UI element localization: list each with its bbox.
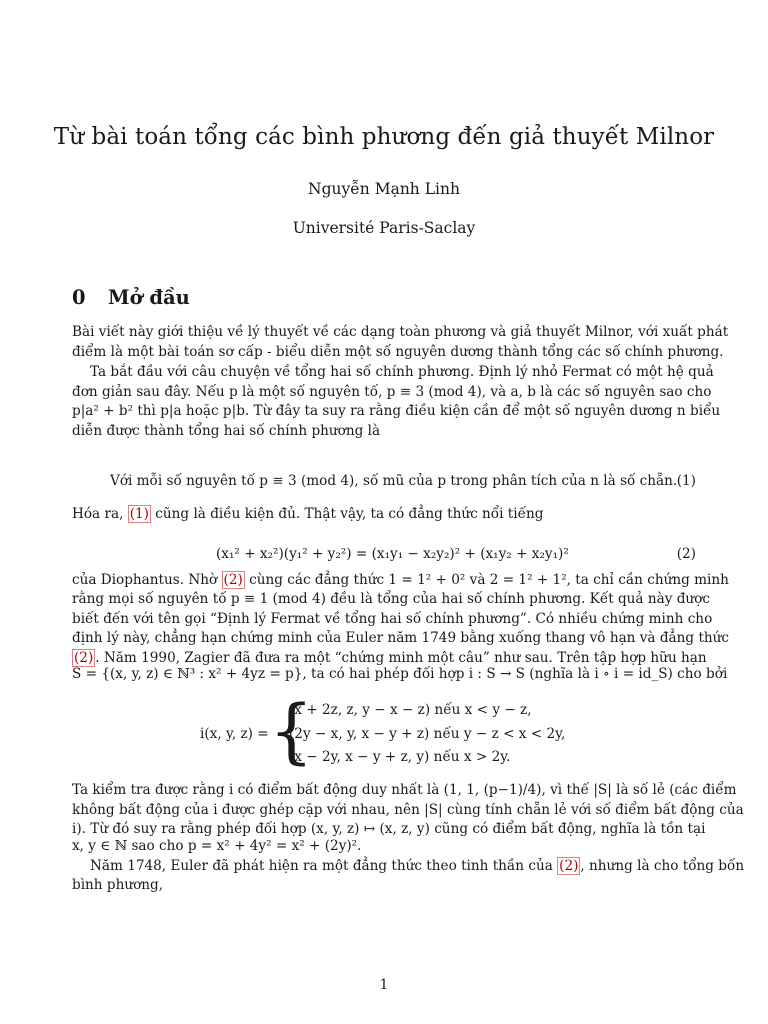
author-affiliation: Université Paris-Saclay bbox=[292, 219, 476, 237]
paper-title: Từ bài toán tổng các bình phương đến giả thuyết Milnor bbox=[53, 124, 715, 150]
paragraph-line: diễn được thành tổng hai số chính phương là bbox=[72, 423, 381, 439]
paragraph-line: điểm là một bài toán sơ cấp - biểu diễn một số nguyên dương thành tổng các số chính phương. bbox=[72, 344, 724, 360]
section-number: 0 bbox=[72, 286, 86, 309]
section-heading bbox=[72, 286, 190, 309]
paragraph-line: bình phương, bbox=[72, 877, 164, 893]
paragraph-line: Ta kiểm tra được rằng i có điểm bất động duy nhất là (1, 1, (p−1)/4), vì thế |S| là số lẻ (các điểm bbox=[72, 782, 737, 798]
paragraph-line: Hóa ra, (1) cũng là điều kiện đủ. Thật vậy, ta có đẳng thức nổi tiếng bbox=[72, 506, 544, 522]
paragraph-line: Ta bắt đầu với câu chuyện về tổng hai số chính phương. Định lý nhỏ Fermat có một hệ quả bbox=[90, 364, 714, 380]
paragraph-line: rằng mọi số nguyên tố p ≡ 1 (mod 4) đều là tổng của hai số chính phương. Kết quả này được bbox=[72, 591, 710, 607]
equation-1: Với mỗi số nguyên tố p ≡ 3 (mod 4), số mũ của p trong phân tích của n là số chẵn. bbox=[110, 473, 678, 489]
paragraph-line: không bất động của i được ghép cặp với nhau, nên |S| cùng tính chẵn lẻ với số điểm bất động của bbox=[72, 802, 744, 818]
author-name: Nguyễn Mạnh Linh bbox=[308, 180, 460, 198]
paragraph-line: S = {(x, y, z) ∈ ℕ³ : x² + 4yz = p}, ta có hai phép đối hợp i : S → S (nghĩa là i ∘ i = id_S) cho bởi bbox=[72, 666, 728, 682]
case-line-2: (2y − x, y, x − y + z) nếu y − z < x < 2y, bbox=[289, 726, 566, 742]
paragraph-line: biết đến với tên gọi “Định lý Fermat về tổng hai số chính phương”. Có nhiều chứng minh cho bbox=[72, 611, 713, 627]
equation-ref-link[interactable]: (1) bbox=[129, 506, 149, 522]
case-line-1: (x + 2z, z, y − x − z) nếu x < y − z, bbox=[289, 702, 532, 718]
paragraph-line: (2) . Năm 1990, Zagier đã đưa ra một “chứng minh một câu” như sau. Trên tập hợp hữu hạn bbox=[74, 650, 707, 666]
paragraph-line: x, y ∈ ℕ sao cho p = x² + 4y² = x² + (2y)². bbox=[72, 838, 362, 854]
equation-ref-link[interactable]: (2) bbox=[74, 650, 94, 666]
paragraph-line: của Diophantus. Nhờ (2) cùng các đẳng thức 1 = 1² + 0² và 2 = 1² + 1², ta chỉ cần chứng minh bbox=[72, 572, 729, 588]
paragraph-line: Năm 1748, Euler đã phát hiện ra một đẳng thức theo tinh thần của (2) , nhưng là cho tổng bốn bbox=[90, 858, 745, 874]
paragraph-line: định lý này, chẳng hạn chứng minh của Euler năm 1749 bằng xuống thang vô hạn và đẳng thức bbox=[72, 630, 730, 646]
paragraph-line: i). Từ đó suy ra rằng phép đối hợp (x, y, z) ↦ (x, z, y) cũng có điểm bất động, nghĩa là tồn tại bbox=[72, 821, 706, 837]
equation-ref-link[interactable]: (2) bbox=[559, 858, 579, 874]
page-number: 1 bbox=[379, 977, 389, 993]
equation-2: (x₁² + x₂²)(y₁² + y₂²) = (x₁y₁ − x₂y₂)² + (x₁y₂ + x₂y₁)² bbox=[216, 546, 569, 562]
paragraph-line: đơn giản sau đây. Nếu p là một số nguyên tố, p ≡ 3 (mod 4), và a, b là các số nguyên sao cho bbox=[72, 384, 712, 400]
paragraph-line: p|a² + b² thì p|a hoặc p|b. Từ đây ta suy ra rằng điều kiện cần để một số nguyên dương n biểu bbox=[72, 403, 721, 419]
section-title: Mở đầu bbox=[108, 286, 190, 309]
case-line-3: (x − 2y, x − y + z, y) nếu x > 2y. bbox=[289, 749, 511, 765]
equation-number-1: (1) bbox=[676, 473, 696, 489]
cases-lhs: i(x, y, z) = bbox=[200, 726, 269, 742]
equation-ref-link[interactable]: (2) bbox=[223, 572, 243, 588]
equation-number-2: (2) bbox=[676, 546, 696, 562]
cases-brace: { bbox=[269, 690, 314, 772]
paragraph-line: Bài viết này giới thiệu về lý thuyết về các dạng toàn phương và giả thuyết Milnor, với xuất phát bbox=[72, 324, 729, 340]
